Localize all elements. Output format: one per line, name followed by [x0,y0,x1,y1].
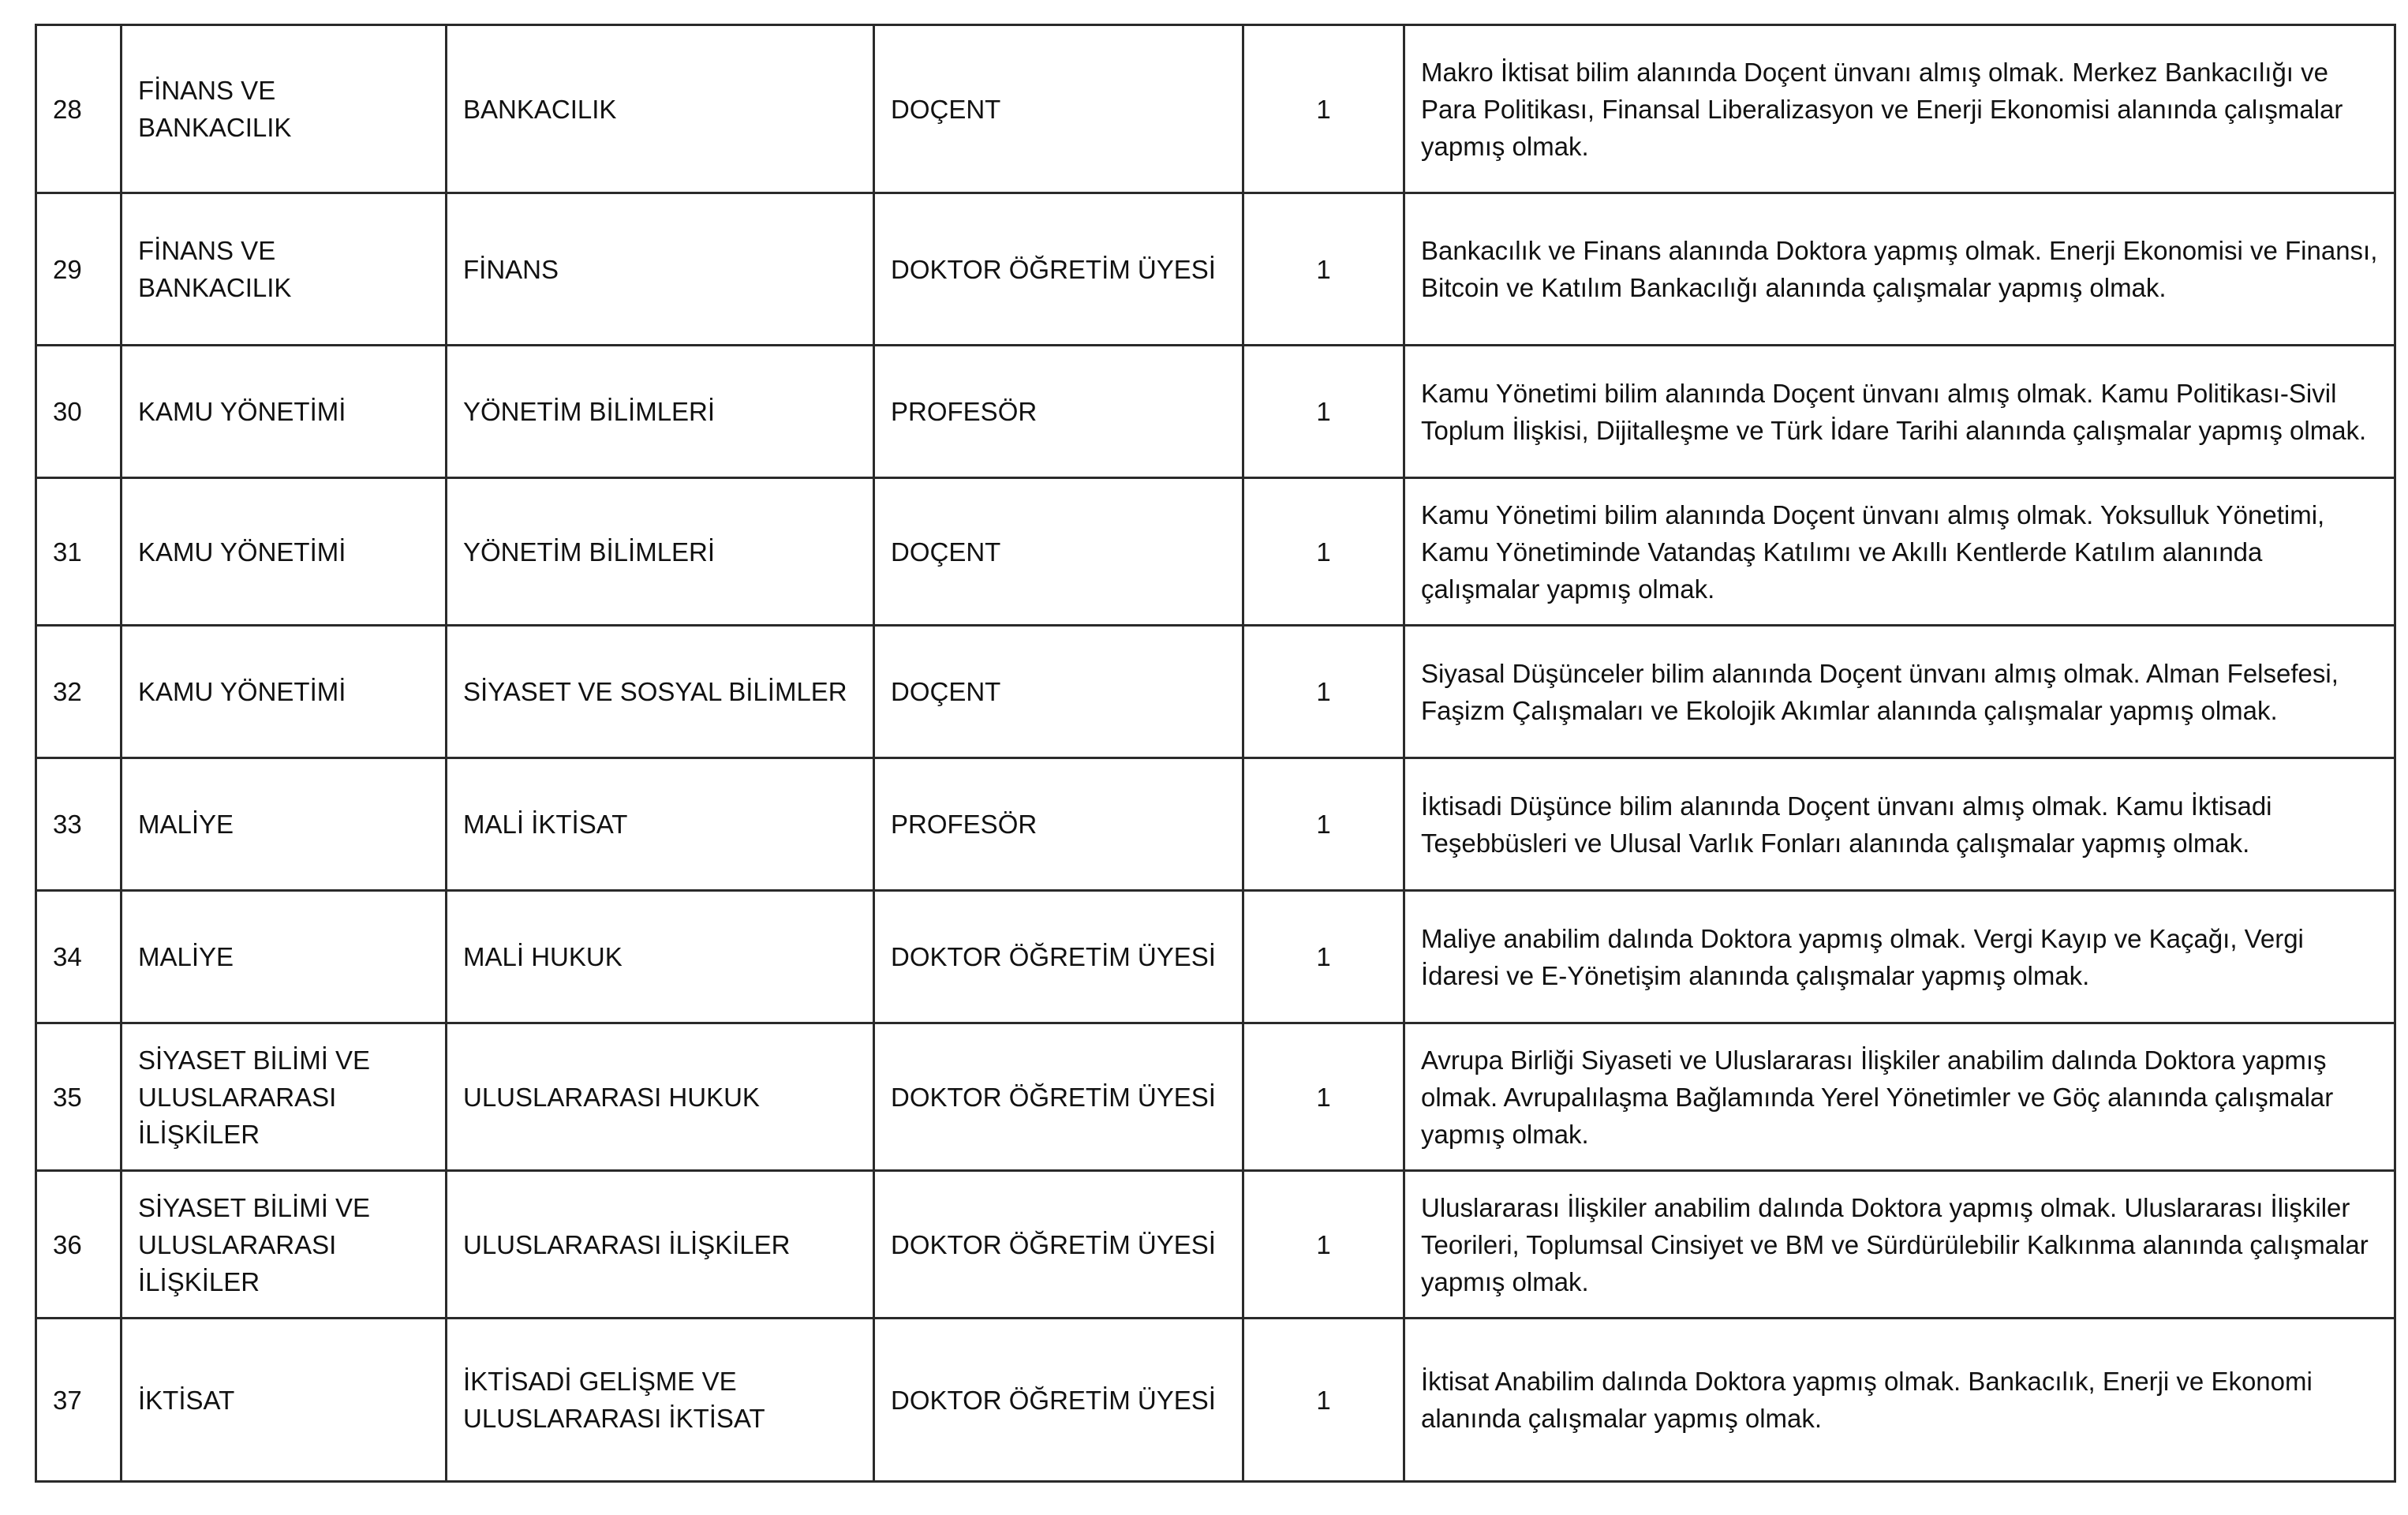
row-number: 37 [36,1319,122,1482]
position-count-cell: 1 [1243,758,1404,891]
field-cell: ULUSLARARASI HUKUK [447,1023,874,1171]
position-count-cell: 1 [1243,1023,1404,1171]
position-count-cell: 1 [1243,891,1404,1023]
department-cell: SİYASET BİLİMİ VE ULUSLARARASI İLİŞKİLER [122,1023,447,1171]
row-number: 36 [36,1171,122,1319]
field-cell: BANKACILIK [447,25,874,193]
table-row [36,193,2395,346]
field-cell: SİYASET VE SOSYAL BİLİMLER [447,626,874,758]
field-cell: YÖNETİM BİLİMLERİ [447,346,874,478]
position-count-cell: 1 [1243,346,1404,478]
requirement-cell: Kamu Yönetimi bilim alanında Doçent ünvanı almış olmak. Kamu Politikası-Sivil Toplum İlişkisi, Dijitalleşme ve Türk İdare Tarihi alanında çalışmalar yapmış olmak. [1404,346,2395,478]
academic-title-cell: DOÇENT [874,478,1243,626]
row-number: 34 [36,891,122,1023]
academic-title-cell: DOÇENT [874,626,1243,758]
row-number: 29 [36,193,122,346]
table-row [36,25,2395,193]
faculty-positions-table [35,24,2396,1483]
table-row [36,1319,2395,1482]
academic-title-cell: DOKTOR ÖĞRETİM ÜYESİ [874,1171,1243,1319]
academic-title-cell: PROFESÖR [874,346,1243,478]
field-cell: MALİ İKTİSAT [447,758,874,891]
requirement-cell: Avrupa Birliği Siyaseti ve Uluslararası İlişkiler anabilim dalında Doktora yapmış olmak. Avrupalılaşma Bağlamında Yerel Yönetimler ve Göç alanında çalışmalar yapmış olmak. [1404,1023,2395,1171]
field-cell: FİNANS [447,193,874,346]
field-cell: İKTİSADİ GELİŞME VE ULUSLARARASI İKTİSAT [447,1319,874,1482]
department-cell: KAMU YÖNETİMİ [122,346,447,478]
academic-title-cell: DOÇENT [874,25,1243,193]
requirement-cell: Kamu Yönetimi bilim alanında Doçent ünvanı almış olmak. Yoksulluk Yönetimi, Kamu Yönetiminde Vatandaş Katılımı ve Akıllı Kentlerde Katılım alanında çalışmalar yapmış olmak. [1404,478,2395,626]
row-number: 35 [36,1023,122,1171]
requirement-cell: Uluslararası İlişkiler anabilim dalında Doktora yapmış olmak. Uluslararası İlişkiler Teorileri, Toplumsal Cinsiyet ve BM ve Sürdürülebilir Kalkınma alanında çalışmalar yapmış olmak. [1404,1171,2395,1319]
requirement-cell: İktisat Anabilim dalında Doktora yapmış olmak. Bankacılık, Enerji ve Ekonomi alanında çalışmalar yapmış olmak. [1404,1319,2395,1482]
position-count-cell: 1 [1243,1171,1404,1319]
department-cell: KAMU YÖNETİMİ [122,478,447,626]
position-count-cell: 1 [1243,25,1404,193]
requirement-cell: İktisadi Düşünce bilim alanında Doçent ünvanı almış olmak. Kamu İktisadi Teşebbüsleri ve Ulusal Varlık Fonları alanında çalışmalar yapmış olmak. [1404,758,2395,891]
position-count-cell: 1 [1243,1319,1404,1482]
table-row [36,1171,2395,1319]
field-cell: YÖNETİM BİLİMLERİ [447,478,874,626]
department-cell: FİNANS VE BANKACILIK [122,25,447,193]
table-row [36,478,2395,626]
requirement-cell: Bankacılık ve Finans alanında Doktora yapmış olmak. Enerji Ekonomisi ve Finansı, Bitcoin ve Katılım Bankacılığı alanında çalışmalar yapmış olmak. [1404,193,2395,346]
field-cell: ULUSLARARASI İLİŞKİLER [447,1171,874,1319]
department-cell: SİYASET BİLİMİ VE ULUSLARARASI İLİŞKİLER [122,1171,447,1319]
table-row [36,891,2395,1023]
department-cell: FİNANS VE BANKACILIK [122,193,447,346]
requirement-cell: Makro İktisat bilim alanında Doçent ünvanı almış olmak. Merkez Bankacılığı ve Para Politikası, Finansal Liberalizasyon ve Enerji Ekonomisi alanında çalışmalar yapmış olmak. [1404,25,2395,193]
row-number: 28 [36,25,122,193]
position-count-cell: 1 [1243,193,1404,346]
row-number: 32 [36,626,122,758]
row-number: 33 [36,758,122,891]
row-number: 30 [36,346,122,478]
department-cell: İKTİSAT [122,1319,447,1482]
academic-title-cell: DOKTOR ÖĞRETİM ÜYESİ [874,1319,1243,1482]
academic-title-cell: DOKTOR ÖĞRETİM ÜYESİ [874,891,1243,1023]
academic-title-cell: DOKTOR ÖĞRETİM ÜYESİ [874,1023,1243,1171]
field-cell: MALİ HUKUK [447,891,874,1023]
table-row [36,626,2395,758]
table-row [36,1023,2395,1171]
row-number: 31 [36,478,122,626]
position-count-cell: 1 [1243,626,1404,758]
requirement-cell: Maliye anabilim dalında Doktora yapmış olmak. Vergi Kayıp ve Kaçağı, Vergi İdaresi ve E-Yönetişim alanında çalışmalar yapmış olmak. [1404,891,2395,1023]
academic-title-cell: DOKTOR ÖĞRETİM ÜYESİ [874,193,1243,346]
table-row [36,758,2395,891]
table-row [36,346,2395,478]
department-cell: MALİYE [122,758,447,891]
department-cell: MALİYE [122,891,447,1023]
requirement-cell: Siyasal Düşünceler bilim alanında Doçent ünvanı almış olmak. Alman Felsefesi, Faşizm Çalışmaları ve Ekolojik Akımlar alanında çalışmalar yapmış olmak. [1404,626,2395,758]
department-cell: KAMU YÖNETİMİ [122,626,447,758]
position-count-cell: 1 [1243,478,1404,626]
academic-title-cell: PROFESÖR [874,758,1243,891]
